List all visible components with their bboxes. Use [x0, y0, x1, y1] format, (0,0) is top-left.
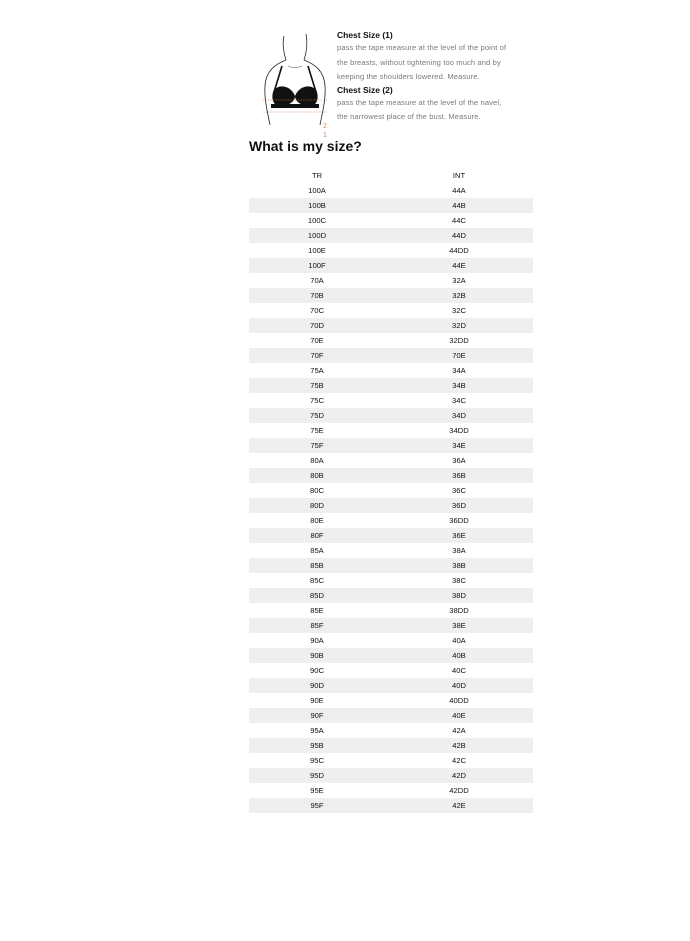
int-size-cell: 36A	[452, 456, 466, 465]
int-size-cell: 36D	[385, 498, 533, 513]
int-size-cell: 44B	[385, 198, 533, 213]
tr-size-cell: 85E	[310, 606, 324, 615]
int-size-cell: 40D	[385, 678, 533, 693]
table-row	[249, 363, 533, 378]
int-size-cell: 34DD	[449, 426, 469, 435]
int-size-cell: 32DD	[449, 336, 469, 345]
int-size-cell: 44C	[452, 216, 466, 225]
tr-size-cell: 80A	[310, 456, 324, 465]
table-row	[249, 588, 533, 603]
table-row	[249, 738, 533, 753]
int-size-cell: 38E	[385, 618, 533, 633]
chest-size-2-description	[337, 96, 542, 125]
tr-size-cell: 90B	[249, 648, 385, 663]
table-row	[249, 333, 533, 348]
size-conversion-table	[249, 168, 533, 813]
table-row	[249, 288, 533, 303]
table-row	[249, 603, 533, 618]
int-size-cell: 40C	[452, 666, 466, 675]
int-size-cell: 32D	[385, 318, 533, 333]
tr-size-cell: 80D	[249, 498, 385, 513]
measurement-guide	[262, 30, 542, 139]
int-size-cell: 42E	[385, 798, 533, 813]
tr-size-cell: 70F	[249, 348, 385, 363]
table-row	[249, 408, 533, 423]
table-row	[249, 663, 533, 678]
int-size-cell: 44D	[385, 228, 533, 243]
tr-size-cell: 80F	[249, 528, 385, 543]
tr-size-cell: 75D	[249, 408, 385, 423]
int-size-cell: 38B	[385, 558, 533, 573]
table-row	[249, 558, 533, 573]
int-size-cell: 70E	[385, 348, 533, 363]
tr-size-cell: 95B	[249, 738, 385, 753]
tr-size-cell: 70A	[310, 276, 324, 285]
int-size-cell: 42DD	[449, 786, 469, 795]
marker-1: 1	[323, 132, 327, 139]
int-size-cell: 38C	[452, 576, 466, 585]
table-row	[249, 453, 533, 468]
table-row	[249, 438, 533, 453]
tr-size-cell: 100C	[307, 216, 327, 225]
table-row	[249, 468, 533, 483]
int-size-cell: 32C	[452, 306, 466, 315]
table-row	[249, 498, 533, 513]
tr-size-cell: 90F	[249, 708, 385, 723]
tr-size-cell: 75B	[249, 378, 385, 393]
tr-size-cell: 85C	[310, 576, 324, 585]
tr-size-cell: 85B	[249, 558, 385, 573]
int-size-cell: 34C	[452, 396, 466, 405]
table-row	[249, 618, 533, 633]
int-size-cell: 42C	[452, 756, 466, 765]
tr-size-cell: 75F	[249, 438, 385, 453]
int-size-cell: 44DD	[449, 246, 469, 255]
table-row	[249, 783, 533, 798]
table-row	[249, 393, 533, 408]
chest-size-1-description	[337, 41, 542, 85]
int-size-cell: 38DD	[449, 606, 469, 615]
int-size-cell: 32B	[385, 288, 533, 303]
tr-size-cell: 85A	[310, 546, 324, 555]
tr-size-cell: 80C	[310, 486, 324, 495]
table-row	[249, 243, 533, 258]
table-row	[249, 798, 533, 813]
int-size-cell: 40DD	[449, 696, 469, 705]
table-row	[249, 273, 533, 288]
table-row	[249, 378, 533, 393]
tr-size-cell: 90C	[310, 666, 324, 675]
tr-size-cell: 90E	[310, 696, 324, 705]
table-row	[249, 303, 533, 318]
table-header-row	[249, 168, 533, 183]
table-row	[249, 693, 533, 708]
table-row	[249, 648, 533, 663]
int-size-cell: 40E	[385, 708, 533, 723]
tr-size-cell: 75E	[310, 426, 324, 435]
tr-size-cell: 75C	[310, 396, 324, 405]
int-size-cell: 40A	[452, 636, 466, 645]
tr-size-cell: 95C	[310, 756, 324, 765]
int-size-cell: 36C	[452, 486, 466, 495]
tr-size-cell: 95F	[249, 798, 385, 813]
bust-figure-illustration	[262, 30, 332, 126]
tr-size-cell: 70D	[249, 318, 385, 333]
int-size-cell: 42B	[385, 738, 533, 753]
table-row	[249, 348, 533, 363]
column-header-tr: TR	[311, 171, 323, 180]
description-line: pass the tape measure at the level of the point of	[337, 43, 507, 52]
int-size-cell: 44E	[385, 258, 533, 273]
tr-size-cell: 95D	[249, 768, 385, 783]
table-row	[249, 318, 533, 333]
int-size-cell: 42D	[385, 768, 533, 783]
int-size-cell: 42A	[452, 726, 466, 735]
table-row	[249, 573, 533, 588]
table-row	[249, 483, 533, 498]
table-row	[249, 423, 533, 438]
marker-2: 2	[323, 123, 327, 130]
int-size-cell: 44A	[452, 186, 466, 195]
table-body	[249, 183, 533, 813]
tr-size-cell: 80B	[249, 468, 385, 483]
tr-size-cell: 70E	[310, 336, 324, 345]
table-row	[249, 708, 533, 723]
tr-size-cell: 90D	[249, 678, 385, 693]
int-size-cell: 34B	[385, 378, 533, 393]
tr-size-cell: 95E	[310, 786, 324, 795]
tr-size-cell: 90A	[310, 636, 324, 645]
int-size-cell: 34A	[452, 366, 466, 375]
tr-size-cell: 85D	[249, 588, 385, 603]
description-line: keeping the shoulders lowered. Measure.	[337, 72, 480, 82]
tr-size-cell: 70B	[249, 288, 385, 303]
table-row	[249, 723, 533, 738]
tr-size-cell: 80E	[310, 516, 324, 525]
table-row	[249, 528, 533, 543]
description-line: the breasts, without tightening too much and by	[337, 57, 501, 67]
table-row	[249, 678, 533, 693]
tr-size-cell: 100B	[249, 198, 385, 213]
table-row	[249, 198, 533, 213]
guide-text	[337, 30, 542, 125]
chest-size-1-title: Chest Size (1)	[337, 30, 393, 40]
description-line: the narrowest place of the bust. Measure.	[337, 112, 481, 122]
int-size-cell: 34E	[385, 438, 533, 453]
table-row	[249, 183, 533, 198]
int-size-cell: 32A	[452, 276, 466, 285]
int-size-cell: 40B	[385, 648, 533, 663]
tr-size-cell: 85F	[249, 618, 385, 633]
table-row	[249, 228, 533, 243]
tr-size-cell: 95A	[310, 726, 324, 735]
int-size-cell: 36DD	[449, 516, 469, 525]
table-row	[249, 258, 533, 273]
int-size-cell: 34D	[385, 408, 533, 423]
chest-size-2-title: Chest Size (2)	[337, 84, 393, 95]
int-size-cell: 38A	[452, 546, 466, 555]
int-size-cell: 36E	[385, 528, 533, 543]
tr-size-cell: 100D	[249, 228, 385, 243]
table-row	[249, 213, 533, 228]
int-size-cell: 38D	[385, 588, 533, 603]
column-header-int: INT	[452, 171, 466, 180]
table-row	[249, 543, 533, 558]
table-row	[249, 633, 533, 648]
tr-size-cell: 70C	[310, 306, 324, 315]
table-row	[249, 753, 533, 768]
int-size-cell: 36B	[385, 468, 533, 483]
description-line: pass the tape measure at the level of the navel,	[337, 97, 502, 107]
tr-size-cell: 100F	[249, 258, 385, 273]
table-row	[249, 513, 533, 528]
tr-size-cell: 100A	[308, 186, 326, 195]
table-row	[249, 768, 533, 783]
tr-size-cell: 100E	[308, 246, 326, 255]
page-title: What is my size?	[249, 138, 362, 154]
tr-size-cell: 75A	[310, 366, 324, 375]
